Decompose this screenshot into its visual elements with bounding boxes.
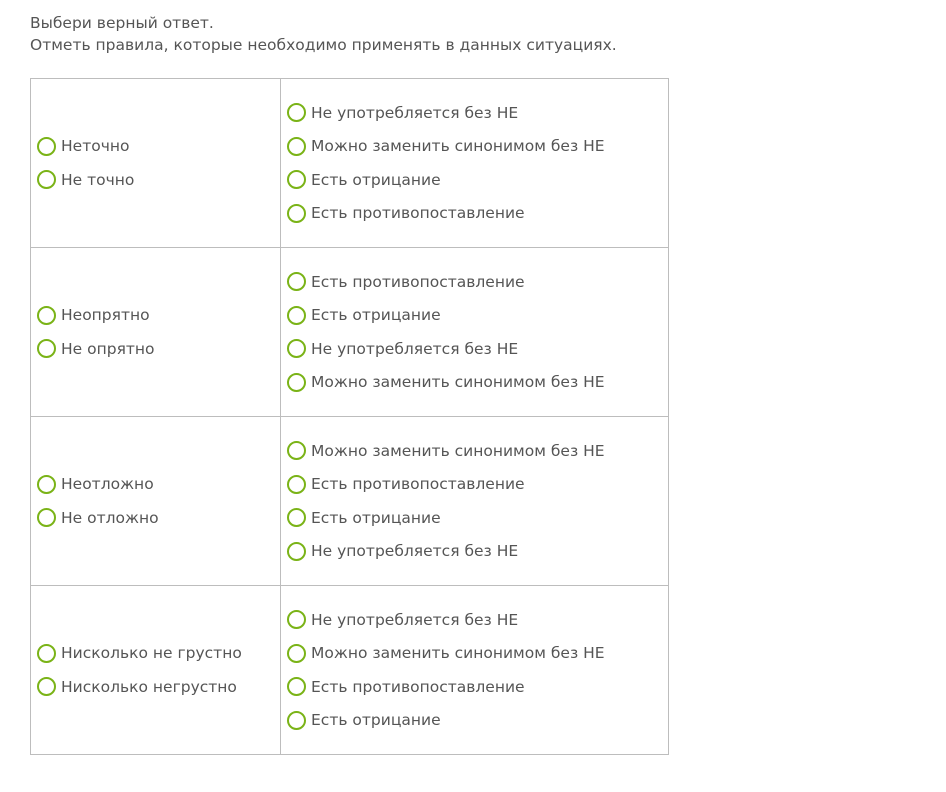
- rule-option[interactable]: [281, 265, 668, 299]
- radio-button-icon[interactable]: [37, 339, 56, 358]
- radio-button-icon[interactable]: [287, 677, 306, 696]
- instructions: [30, 12, 617, 56]
- word-option[interactable]: [31, 637, 280, 671]
- rule-option[interactable]: [281, 366, 668, 400]
- word-option[interactable]: [31, 163, 280, 197]
- rule-option-label: Не употребляется без НЕ: [311, 542, 519, 561]
- radio-button-icon[interactable]: [287, 508, 306, 527]
- rule-option[interactable]: [281, 501, 668, 535]
- radio-button-icon[interactable]: [287, 475, 306, 494]
- quiz-table: [30, 78, 669, 755]
- radio-button-icon[interactable]: [37, 306, 56, 325]
- rule-option[interactable]: [281, 637, 668, 671]
- rule-option-label: Можно заменить синонимом без НЕ: [311, 137, 605, 156]
- quiz-row: [31, 417, 669, 586]
- rule-option[interactable]: [281, 130, 668, 164]
- word-option[interactable]: [31, 130, 280, 164]
- word-option-label: Нисколько не грустно: [61, 644, 242, 663]
- rule-option[interactable]: [281, 332, 668, 366]
- rule-option-label: Есть отрицание: [311, 306, 441, 325]
- instruction-line-1: Выбери верный ответ.: [30, 14, 214, 32]
- radio-button-icon[interactable]: [287, 339, 306, 358]
- radio-button-icon[interactable]: [287, 272, 306, 291]
- rule-option[interactable]: [281, 704, 668, 738]
- rule-option-label: Есть отрицание: [311, 170, 441, 189]
- rule-option[interactable]: [281, 670, 668, 704]
- word-option-label: Нисколько негрустно: [61, 677, 237, 696]
- radio-button-icon[interactable]: [37, 677, 56, 696]
- radio-button-icon[interactable]: [287, 441, 306, 460]
- rule-option-label: Можно заменить синонимом без НЕ: [311, 373, 605, 392]
- rule-option[interactable]: [281, 434, 668, 468]
- word-option[interactable]: [31, 670, 280, 704]
- radio-button-icon[interactable]: [287, 204, 306, 223]
- quiz-row: [31, 79, 669, 248]
- word-option-label: Неточно: [61, 137, 130, 156]
- rule-option-label: Есть отрицание: [311, 711, 441, 730]
- rule-option-label: Есть противопоставление: [311, 272, 525, 291]
- word-option[interactable]: [31, 468, 280, 502]
- rule-option[interactable]: [281, 468, 668, 502]
- rule-option[interactable]: [281, 299, 668, 333]
- radio-button-icon[interactable]: [287, 711, 306, 730]
- word-option[interactable]: [31, 299, 280, 333]
- rule-option-label: Есть отрицание: [311, 508, 441, 527]
- rule-option[interactable]: [281, 197, 668, 231]
- rule-option[interactable]: [281, 163, 668, 197]
- rule-option-label: Можно заменить синонимом без НЕ: [311, 644, 605, 663]
- radio-button-icon[interactable]: [287, 644, 306, 663]
- rule-option[interactable]: [281, 96, 668, 130]
- word-option-label: Неопрятно: [61, 306, 150, 325]
- rule-options-cell: [281, 417, 669, 586]
- radio-button-icon[interactable]: [287, 103, 306, 122]
- rule-option-label: Есть противопоставление: [311, 475, 525, 494]
- word-option-label: Неотложно: [61, 475, 154, 494]
- word-options-cell: [31, 417, 281, 586]
- quiz-row: [31, 586, 669, 755]
- radio-button-icon[interactable]: [287, 137, 306, 156]
- word-options-cell: [31, 248, 281, 417]
- quiz-row: [31, 248, 669, 417]
- rule-option-label: Есть противопоставление: [311, 204, 525, 223]
- radio-button-icon[interactable]: [287, 373, 306, 392]
- word-options-cell: [31, 79, 281, 248]
- word-option[interactable]: [31, 501, 280, 535]
- instruction-line-2: Отметь правила, которые необходимо применять в данных ситуациях.: [30, 36, 617, 54]
- rule-option-label: Не употребляется без НЕ: [311, 339, 519, 358]
- radio-button-icon[interactable]: [287, 170, 306, 189]
- radio-button-icon[interactable]: [287, 610, 306, 629]
- word-option[interactable]: [31, 332, 280, 366]
- radio-button-icon[interactable]: [37, 137, 56, 156]
- rule-option-label: Не употребляется без НЕ: [311, 103, 519, 122]
- rule-options-cell: [281, 586, 669, 755]
- rule-options-cell: [281, 248, 669, 417]
- word-option-label: Не отложно: [61, 508, 159, 527]
- rule-option-label: Не употребляется без НЕ: [311, 610, 519, 629]
- word-option-label: Не опрятно: [61, 339, 155, 358]
- rule-option-label: Есть противопоставление: [311, 677, 525, 696]
- rule-option-label: Можно заменить синонимом без НЕ: [311, 441, 605, 460]
- word-option-label: Не точно: [61, 170, 135, 189]
- radio-button-icon[interactable]: [37, 170, 56, 189]
- radio-button-icon[interactable]: [287, 306, 306, 325]
- rule-options-cell: [281, 79, 669, 248]
- radio-button-icon[interactable]: [287, 542, 306, 561]
- radio-button-icon[interactable]: [37, 508, 56, 527]
- rule-option[interactable]: [281, 603, 668, 637]
- radio-button-icon[interactable]: [37, 644, 56, 663]
- rule-option[interactable]: [281, 535, 668, 569]
- radio-button-icon[interactable]: [37, 475, 56, 494]
- word-options-cell: [31, 586, 281, 755]
